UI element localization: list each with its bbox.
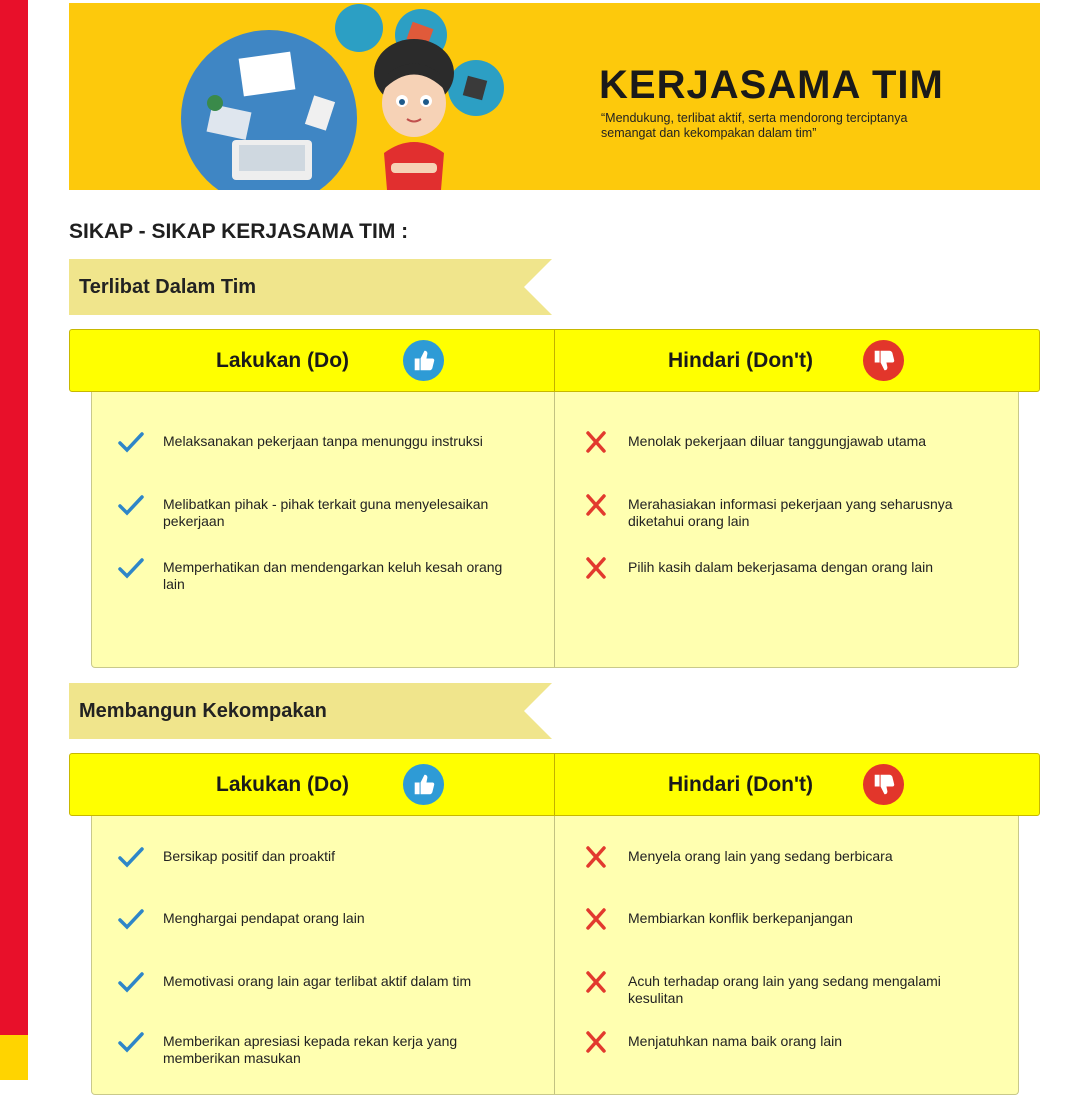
item-text: Acuh terhadap orang lain yang sedang mengalami kesulitan xyxy=(628,973,941,1006)
item-text: Menjatuhkan nama baik orang lain xyxy=(628,1033,843,1049)
item-text: Menolak pekerjaan diluar tanggungjawab utama xyxy=(628,433,927,449)
item-text: Bersikap positif dan proaktif xyxy=(163,848,335,864)
cross-icon xyxy=(582,1030,610,1054)
section-ribbon-terlibat xyxy=(69,259,552,315)
dont-item xyxy=(628,1033,988,1050)
item-text: Melibatkan pihak - pihak terkait guna menyelesaikan pekerjaan xyxy=(163,496,489,529)
thumbs-down-icon xyxy=(862,763,905,806)
do-dont-panel-2 xyxy=(69,753,1040,1080)
panel-header xyxy=(69,329,1040,392)
do-column-title: Lakukan (Do) xyxy=(216,349,350,372)
banner-tagline: “Mendukung, terlibat aktif, serta mendorong terciptanya semangat dan kekompakan dalam tim” xyxy=(601,111,908,140)
do-item xyxy=(163,559,523,593)
check-icon xyxy=(117,907,145,931)
header-divider xyxy=(554,754,555,815)
thumbs-up-icon xyxy=(402,763,445,806)
cross-icon xyxy=(582,970,610,994)
column-divider xyxy=(554,390,555,667)
left-accent-strip xyxy=(0,0,28,1035)
item-text: Menghargai pendapat orang lain xyxy=(163,910,365,926)
cross-icon xyxy=(582,430,610,454)
thumbs-up-icon xyxy=(402,339,445,382)
item-text: Pilih kasih dalam bekerjasama dengan orang lain xyxy=(628,559,934,575)
teamwork-illustration xyxy=(169,3,549,190)
do-column-title: Lakukan (Do) xyxy=(216,773,350,796)
dont-item xyxy=(628,496,988,530)
do-item xyxy=(163,433,523,450)
check-icon xyxy=(117,556,145,580)
dont-item xyxy=(628,559,988,576)
do-dont-panel-1 xyxy=(69,329,1040,669)
cross-icon xyxy=(582,845,610,869)
item-text: Merahasiakan informasi pekerjaan yang seharusnya diketahui orang lain xyxy=(628,496,953,529)
do-item xyxy=(163,973,523,990)
cross-icon xyxy=(582,907,610,931)
check-icon xyxy=(117,493,145,517)
check-icon xyxy=(117,430,145,454)
section-heading: SIKAP - SIKAP KERJASAMA TIM : xyxy=(69,220,409,243)
cross-icon xyxy=(582,493,610,517)
header-divider xyxy=(554,330,555,391)
do-item xyxy=(163,496,523,530)
item-text: Menyela orang lain yang sedang berbicara xyxy=(628,848,893,864)
panel-header xyxy=(69,753,1040,816)
dont-item xyxy=(628,973,988,1007)
dont-item xyxy=(628,910,988,927)
section-ribbon-kekompakan xyxy=(69,683,552,739)
item-text: Membiarkan konflik berkepanjangan xyxy=(628,910,853,926)
thumbs-down-icon xyxy=(862,339,905,382)
column-divider xyxy=(554,814,555,1094)
check-icon xyxy=(117,1030,145,1054)
dont-item xyxy=(628,848,988,865)
dont-column-title: Hindari (Don't) xyxy=(668,773,813,796)
item-text: Melaksanakan pekerjaan tanpa menunggu instruksi xyxy=(163,433,483,449)
item-text: Memberikan apresiasi kepada rekan kerja yang memberikan masukan xyxy=(163,1033,458,1066)
check-icon xyxy=(117,970,145,994)
cross-icon xyxy=(582,556,610,580)
do-item xyxy=(163,848,523,865)
check-icon xyxy=(117,845,145,869)
dont-item xyxy=(628,433,988,450)
section-title: Membangun Kekompakan xyxy=(79,700,327,722)
section-title: Terlibat Dalam Tim xyxy=(79,276,257,298)
page-title: KERJASAMA TIM xyxy=(599,63,944,107)
item-text: Memperhatikan dan mendengarkan keluh kesah orang lain xyxy=(163,559,503,592)
header-banner xyxy=(69,3,1040,190)
do-item xyxy=(163,1033,523,1067)
dont-column-title: Hindari (Don't) xyxy=(668,349,813,372)
bottom-accent-block xyxy=(0,1035,28,1080)
item-text: Memotivasi orang lain agar terlibat aktif dalam tim xyxy=(163,973,472,989)
do-item xyxy=(163,910,523,927)
